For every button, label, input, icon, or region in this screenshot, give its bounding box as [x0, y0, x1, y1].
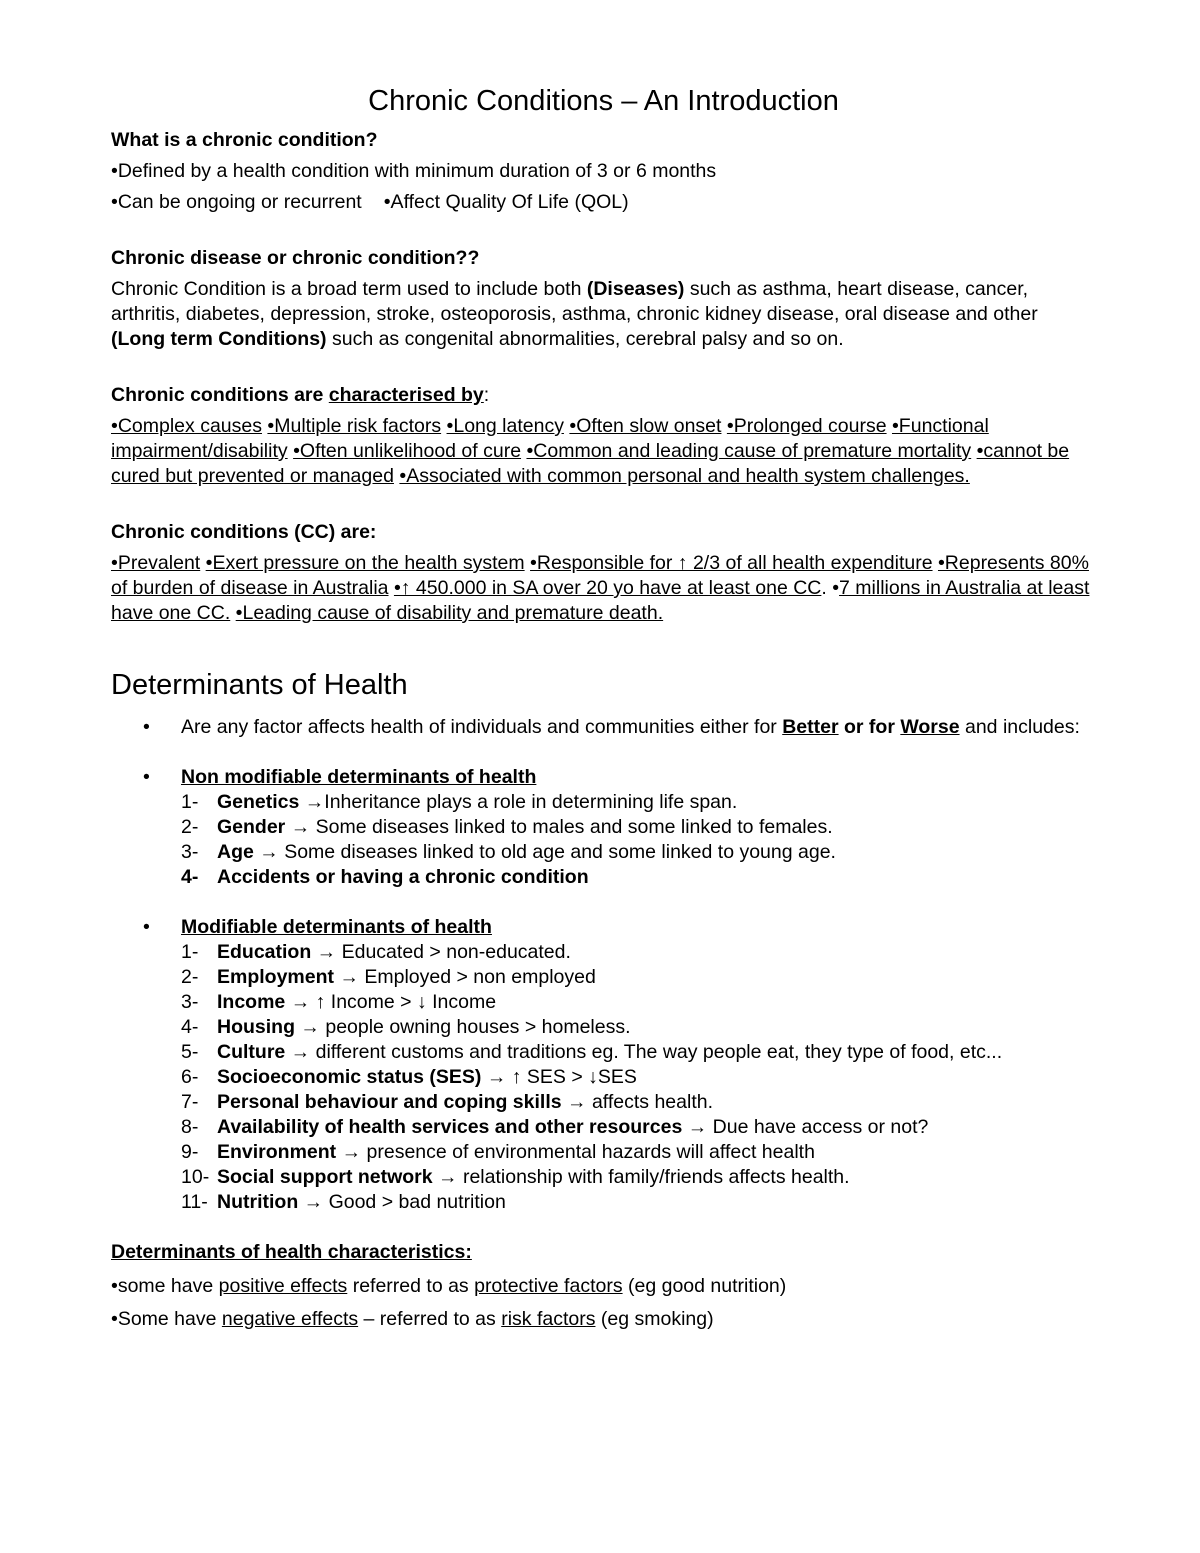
list-item	[111, 1190, 1096, 1215]
item-number: 1-	[181, 941, 199, 963]
item-term: Personal behaviour and coping skills	[217, 1091, 562, 1113]
what-line-1: •Defined by a health condition with minimum duration of 3 or 6 months	[111, 160, 717, 182]
item-desc: Some diseases linked to males and some linked to females.	[315, 816, 833, 838]
long-term-conditions-term: (Long term Conditions)	[111, 328, 327, 350]
item-term: Nutrition	[217, 1191, 299, 1213]
bullet-icon: •	[143, 716, 150, 738]
diseases-term: (Diseases)	[586, 278, 685, 300]
arrow-icon: →	[285, 1041, 316, 1063]
disease-text-2: such as asthma, heart disease, cancer, arthritis, diabetes, depression, stroke, osteoporosis, asthma, chronic kidney disease, oral disease and other	[111, 278, 1038, 325]
characterised-item: •Functional impairment/disability	[111, 415, 989, 462]
arrow-icon: →	[295, 1016, 326, 1038]
item-term: Housing	[217, 1016, 295, 1038]
item-number: 4-	[181, 866, 199, 888]
item-number: 1-	[181, 791, 199, 813]
item-desc: relationship with family/friends affects health.	[462, 1166, 850, 1188]
risk-factors-term: risk factors	[501, 1308, 596, 1330]
arrow-icon: →	[432, 1166, 463, 1188]
arrow-icon: →	[299, 791, 325, 813]
item-number: 10-	[181, 1166, 210, 1188]
page-title: Chronic Conditions – An Introduction	[368, 85, 839, 117]
nonmod-heading-text: Non modifiable determinants of health	[181, 766, 537, 788]
negative-effects-term: negative effects	[221, 1308, 359, 1330]
arrow-icon: →	[298, 1191, 329, 1213]
characterised-item: •Associated with common personal and health system challenges.	[399, 465, 970, 487]
better-term: Better	[782, 716, 839, 738]
item-number: 2-	[181, 966, 199, 988]
item-desc: affects health.	[591, 1091, 713, 1113]
characterised-heading-3: :	[483, 384, 490, 406]
cc-item: 7 millions in Australia at least have one CC.	[111, 577, 1090, 624]
cc-list	[111, 551, 1096, 626]
item-number: 3-	[181, 841, 199, 863]
list-item	[111, 1090, 1096, 1115]
item-term: Culture	[217, 1041, 286, 1063]
list-item	[111, 1115, 1096, 1140]
section-heading-determinants: Determinants of Health	[111, 669, 408, 701]
arrow-icon: →	[561, 1091, 592, 1113]
item-number: 6-	[181, 1066, 199, 1088]
item-desc: presence of environmental hazards will affect health	[366, 1141, 815, 1163]
characterised-item: •Common and leading cause of premature mortality	[526, 440, 972, 462]
list-item	[111, 790, 1096, 815]
determinants-intro	[111, 715, 1096, 740]
item-desc: Some diseases linked to old age and some linked to young age.	[284, 841, 836, 863]
item-desc: ↑ Income > ↓ Income	[315, 991, 497, 1013]
list-item	[111, 940, 1096, 965]
item-number: 7-	[181, 1091, 199, 1113]
list-item	[111, 990, 1096, 1015]
item-term: Socioeconomic status (SES)	[217, 1066, 482, 1088]
arrow-icon: →	[311, 941, 342, 963]
arrow-icon: →	[481, 1066, 512, 1088]
char-text: referred to as	[347, 1275, 475, 1297]
cc-item: •Leading cause of disability and premature death.	[235, 602, 664, 624]
item-number: 5-	[181, 1041, 199, 1063]
item-term: Gender	[217, 816, 286, 838]
characteristics-line-2	[111, 1307, 1096, 1332]
characterised-heading-2: characterised by	[328, 384, 484, 406]
item-desc: Employed > non employed	[364, 966, 596, 988]
list-item	[111, 1015, 1096, 1040]
section-heading-characterised	[111, 383, 1096, 408]
list-item	[111, 1040, 1096, 1065]
characterised-list	[111, 414, 1096, 489]
section-heading-characteristics: Determinants of health characteristics:	[111, 1241, 472, 1263]
arrow-icon: →	[285, 816, 316, 838]
mod-heading-text: Modifiable determinants of health	[181, 916, 492, 938]
intro-text-1: Are any factor affects health of individuals and communities either for	[181, 716, 783, 738]
item-desc: Due have access or not?	[712, 1116, 929, 1138]
disease-paragraph	[111, 277, 1096, 352]
document-page	[111, 84, 1096, 1332]
item-number: 2-	[181, 816, 199, 838]
char-text: – referred to as	[358, 1308, 502, 1330]
arrow-icon: →	[253, 841, 285, 863]
arrow-icon: →	[336, 1141, 367, 1163]
nonmod-list	[111, 790, 1096, 890]
item-desc: Good > bad nutrition	[328, 1191, 506, 1213]
list-item	[111, 965, 1096, 990]
list-item	[111, 815, 1096, 840]
item-term: Genetics	[217, 791, 300, 813]
cc-item: •Responsible for ↑ 2/3 of all health expenditure	[530, 552, 933, 574]
item-desc: Educated > non-educated.	[341, 941, 571, 963]
bullet-icon: •	[143, 766, 150, 788]
disease-text-1: Chronic Condition is a broad term used to include both	[111, 278, 587, 300]
list-item	[111, 840, 1096, 865]
characterised-item: •cannot be cured but prevented or managed	[111, 440, 1070, 487]
item-number: 4-	[181, 1016, 199, 1038]
item-term: Age	[217, 841, 254, 863]
mod-list	[111, 940, 1096, 1215]
what-line-2b: •Affect Quality Of Life (QOL)	[383, 191, 629, 213]
char-text: (eg good nutrition)	[622, 1275, 787, 1297]
list-item	[111, 1140, 1096, 1165]
char-text: •some have	[111, 1275, 219, 1297]
section-heading-cc: Chronic conditions (CC) are:	[111, 521, 377, 543]
list-item	[111, 865, 1096, 890]
characterised-item: •Often slow onset	[569, 415, 722, 437]
characterised-item: •Often unlikelihood of cure	[293, 440, 522, 462]
characteristics-line-1	[111, 1274, 1096, 1299]
item-desc: different customs and traditions eg. The way people eat, they type of food, etc...	[315, 1041, 1003, 1063]
characterised-item: •Complex causes	[111, 415, 262, 437]
positive-effects-term: positive effects	[218, 1275, 348, 1297]
cc-item: •Represents 80% of burden of disease in Australia	[111, 552, 1089, 599]
item-term: Education	[217, 941, 312, 963]
cc-item: •Exert pressure on the health system	[205, 552, 525, 574]
char-text: (eg smoking)	[595, 1308, 714, 1330]
item-number: 9-	[181, 1141, 199, 1163]
disease-text-3: such as congenital abnormalities, cerebral palsy and so on.	[326, 328, 844, 350]
section-heading-disease: Chronic disease or chronic condition??	[111, 247, 480, 269]
item-term: Environment	[217, 1141, 337, 1163]
arrow-icon: →	[285, 991, 316, 1013]
nonmod-heading	[111, 765, 1096, 790]
item-term: Income	[217, 991, 286, 1013]
item-desc: Inheritance plays a role in determining life span.	[324, 791, 738, 813]
characterised-heading-1: Chronic conditions are	[111, 384, 329, 406]
item-term: Accidents or having a chronic condition	[217, 866, 589, 888]
bullet-icon: •	[143, 916, 150, 938]
characterised-item: •Multiple risk factors	[267, 415, 442, 437]
characterised-item: •Prolonged course	[726, 415, 887, 437]
item-term: Employment	[217, 966, 335, 988]
characterised-item: •Long latency	[446, 415, 564, 437]
what-line-2a: •Can be ongoing or recurrent	[111, 191, 362, 213]
cc-item: •↑ 450.000 in SA over 20 yo have at least one CC	[393, 577, 822, 599]
item-desc: people owning houses > homeless.	[325, 1016, 631, 1038]
char-text: •Some have	[111, 1308, 222, 1330]
section-heading-what: What is a chronic condition?	[111, 129, 378, 151]
item-number: 3-	[181, 991, 199, 1013]
item-number: 8-	[181, 1116, 199, 1138]
or-text: or for	[838, 716, 901, 738]
protective-factors-term: protective factors	[474, 1275, 623, 1297]
list-item	[111, 1165, 1096, 1190]
arrow-icon: →	[682, 1116, 713, 1138]
item-term: Availability of health services and other resources	[217, 1116, 683, 1138]
list-item	[111, 1065, 1096, 1090]
mod-heading	[111, 915, 1096, 940]
item-term: Social support network	[217, 1166, 433, 1188]
intro-text-2: and includes:	[959, 716, 1080, 738]
item-number: 11-	[181, 1191, 208, 1213]
cc-item: •Prevalent	[111, 552, 201, 574]
worse-term: Worse	[900, 716, 960, 738]
item-desc: ↑ SES > ↓SES	[511, 1066, 637, 1088]
cc-separator: . •	[821, 577, 840, 599]
what-line-2	[111, 190, 1096, 215]
arrow-icon: →	[334, 966, 365, 988]
